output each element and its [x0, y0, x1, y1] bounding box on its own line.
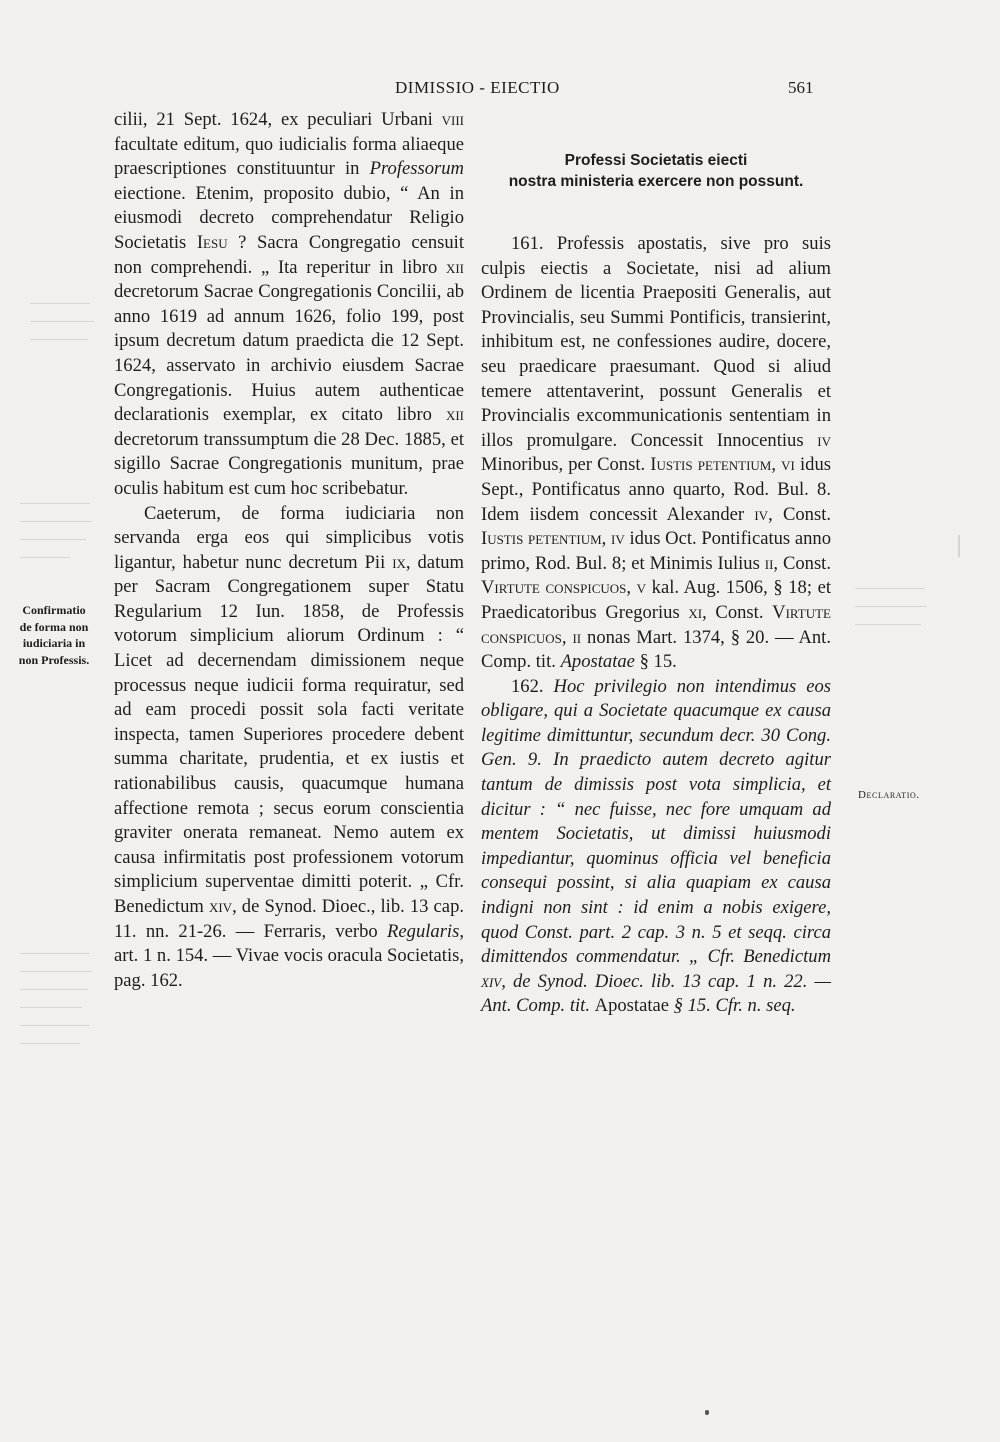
- show-through-mark: [958, 535, 960, 557]
- text-run: decretorum Sacrae Congregationis Concilii, ab anno 1619 ad annum 1626, folio 199, post ipsum decretum datum praedicta die 12 Sept. 1624, asservato in archivio eiusdem Sacrae Congregationis. Huius autem authenticae declarationis exemplar, ex citato libro: [114, 281, 464, 426]
- show-through-marks: [20, 490, 100, 558]
- right-column-paragraphs: [481, 232, 831, 1019]
- text-run: 161. Professis apostatis, sive pro suis culpis eiectis a Societate, nisi ad alium Ordinem de licentia Praepositi Generalis, aut Provincialis, seu Summi Pontificis, transierint, inhibitum est, ne confessiones audire, docere, seu praedicare praesumant. Quod si aliud temere attentaverint, possunt Generalis et Provincialis excommunicationis sententiam in illos promulgare. Concessit Innocentius: [481, 233, 831, 451]
- text-run: , Const.: [773, 552, 831, 574]
- paragraph: [114, 502, 464, 994]
- text-run: iv: [817, 429, 831, 451]
- text-run: ? Sacra Congregatio censuit non comprehendi. „ Ita reperitur in libro: [114, 231, 464, 278]
- text-run: ii: [572, 626, 582, 648]
- text-run: xi: [688, 601, 703, 623]
- text-run: idus Oct. Pontificatus anno primo, Rod. Bul. 8; et Minimis Iulius: [481, 528, 832, 574]
- text-run: ,: [561, 626, 573, 648]
- text-run: nonas Mart. 1374, § 20. — Ant. Comp. tit.: [481, 626, 832, 673]
- margin-note-declaratio: Declaratio.: [858, 789, 920, 801]
- text-run: , Const.: [768, 503, 832, 525]
- text-run: § 15. Cfr. n. seq.: [669, 995, 796, 1017]
- printer-mark: [705, 1410, 709, 1415]
- text-run: idus Sept., Pontificatus anno quarto, Rod. Bul. 8. Idem iisdem concessit Alexander: [481, 454, 831, 525]
- text-run: xii: [445, 256, 464, 278]
- text-run: xiv: [208, 896, 233, 917]
- text-run: Hoc privilegio non intendimus eos obligare, qui a Societate quacumque ex causa legitime dimittuntur, secundum decr. 30 Cong. Gen. 9. In praedicto autem decreto agitur tantum de dimissis post vota simplicia, et dicitur : “ nec fuisse, nec fore umquam ad mentem Societatis, ut dimissi huiusmodi impediantur, quominus officia vel beneficia consequi possint, si alia quapiam ex causa indigni non sint : id enim a nobis exigere, quod Const. part. 2 cap. 3 n. 5 et seqq. circa dimittendos commendatur. „ Cfr. Benedictum: [481, 675, 832, 968]
- text-run: iv: [754, 503, 769, 525]
- left-column-paragraphs: [114, 108, 464, 993]
- text-run: § 15.: [634, 651, 677, 673]
- text-run: ,: [626, 577, 637, 599]
- text-run: Virtute conspicuos: [481, 601, 831, 648]
- text-run: vi: [781, 454, 795, 476]
- paragraph: [481, 232, 831, 675]
- text-run: , datum per Sacram Congregationem super Statu Regularium 12 Iun. 1858, de Professis votorum simplicium aliorum Ordinum : “ Licet ad decernendam dimissionem neque processus neque iudicii forma requiratur, sed ad eam procedi possit sola facti veritate inspecta, tamen Superiores procedere debent summa charitate, prudentia, et ex iustis et rationabilibus causis, quacumque humana affectione remota ; secus eorum conscientia graviter onerata remaneat. Nemo autem ex causa infirmitatis post professionem votorum simplicium superventae dimitti poterit. „ Cfr. Benedictum: [114, 551, 464, 917]
- margin-note-line: Confirmatio: [22, 603, 86, 617]
- section-heading-line: nostra ministeria exercere non possunt.: [508, 173, 804, 190]
- text-run: Apostatae: [594, 995, 669, 1017]
- section-heading: [481, 150, 831, 192]
- text-run: , Const.: [702, 601, 773, 623]
- text-run: , de Synod. Dioec. lib. 13 cap. 1 n. 22. — Ant. Comp. tit.: [481, 970, 831, 1017]
- margin-note-line: non Professis.: [18, 652, 90, 667]
- text-run: iv: [611, 528, 625, 550]
- text-run: Regularis: [387, 920, 460, 942]
- text-run: decretorum transsumptum die 28 Dec. 1885, et sigillo Sacrae Congregationis munitum, prae oculis habitum est cum hoc scribebatur.: [114, 428, 464, 499]
- running-head: DIMISSIO - EIECTIO: [395, 78, 560, 97]
- text-run: kal. Aug. 1506, § 18; et Praedicatoribus Gregorius: [481, 577, 832, 623]
- text-run: xii: [445, 404, 464, 426]
- text-run: cilii, 21 Sept. 1624, ex peculiari Urbani: [114, 109, 442, 130]
- text-run: , art. 1 n. 154. — Vivae vocis oracula Societatis, pag. 162.: [114, 920, 464, 991]
- show-through-marks: [30, 290, 100, 340]
- text-run: eiectione. Etenim, proposito dubio, “ An in eiusmodi decreto comprehendatur Religio Societatis: [114, 182, 464, 253]
- text-run: ,: [771, 454, 782, 476]
- paragraph: [481, 675, 831, 1019]
- text-run: v: [636, 577, 647, 599]
- text-run: Minoribus, per Const.: [481, 454, 651, 476]
- text-run: Iustis petentium: [650, 454, 772, 476]
- section-heading-line: Professi Societatis eiecti: [564, 152, 748, 169]
- text-run: Apostatae: [560, 651, 635, 673]
- text-run: 162.: [511, 675, 554, 697]
- text-run: Caeterum, de forma iudiciaria non servanda erga eos qui simplicibus votis ligantur, habetur nunc decretum Pii: [114, 502, 464, 573]
- text-run: facultate editum, quo iudicialis forma aliaeque praescriptiones constituuntur in: [114, 133, 464, 180]
- margin-note-line: de forma non: [19, 619, 89, 634]
- text-run: ,: [601, 528, 612, 550]
- show-through-marks: [20, 940, 100, 1044]
- margin-note-confirmatio: [10, 602, 98, 668]
- text-run: xiv: [481, 970, 502, 992]
- show-through-marks: [855, 575, 935, 625]
- text-run: Virtute conspicuos: [481, 577, 627, 599]
- left-column: [114, 108, 464, 993]
- text-run: Professorum: [369, 158, 464, 180]
- paragraph: [114, 108, 464, 502]
- text-run: ix: [392, 551, 406, 573]
- text-run: ii: [764, 552, 774, 574]
- margin-note-line: iudiciaria in: [22, 636, 86, 650]
- right-column: [481, 150, 831, 1019]
- page-number: 561: [788, 78, 814, 97]
- text-run: Iustis petentium: [481, 528, 602, 550]
- text-run: Iesu: [196, 231, 228, 253]
- text-run: , de Synod. Dioec., lib. 13 cap. 11. nn. 21-26. — Ferraris, verbo: [114, 896, 465, 942]
- text-run: viii: [441, 109, 464, 130]
